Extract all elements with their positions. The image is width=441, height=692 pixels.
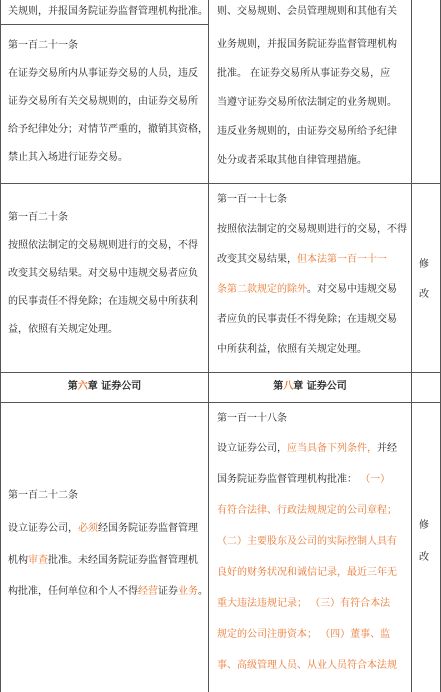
new-text-line: 重大违法违规记录； （三）有符合本法 <box>217 598 391 609</box>
change-note: 修 <box>419 259 429 270</box>
new-text-line: 批准。 在证券交易所从事证券交易，应 <box>217 68 391 79</box>
amended-text: 应当具备下列条件， <box>287 443 377 454</box>
old-text-line: 的民事责任不得免除；在违规交易中所获利 <box>8 296 198 307</box>
change-note: 改 <box>419 552 429 563</box>
amended-text: 必须 <box>78 523 98 534</box>
old-text-line: 给予纪律处分；对情节严重的，撤销其资格， <box>8 124 208 135</box>
new-chapter-cell <box>209 372 412 402</box>
new-chapter-heading <box>209 376 411 397</box>
text-span: 第 <box>273 381 284 392</box>
amended-text: 六 <box>77 381 88 392</box>
new-text-line: 则、交易规则、会员管理规则和其他有关 <box>217 6 397 17</box>
old-text-cell <box>0 402 209 692</box>
new-text-line: 规定的公司注册资本； （四）董事、监 <box>217 629 391 640</box>
new-text-line <box>217 469 407 490</box>
amended-text: 审查 <box>28 555 48 566</box>
text-span: 设立证券公司， <box>8 523 78 534</box>
old-text-line: 按照依法制定的交易规则进行的交易，不得 <box>8 240 198 251</box>
old-text-line <box>8 518 202 539</box>
old-article-number: 第一百二十一条 <box>8 40 78 51</box>
new-text-line <box>217 249 407 270</box>
old-text-line: 禁止其入场进行证券交易。 <box>8 152 128 163</box>
new-text-line: 业务规则，并报国务院证券监督管理机构 <box>217 39 397 50</box>
old-text-line: 证券交易所有关交易规则的，由证券交易所 <box>8 96 198 107</box>
text-span: 经国务院证券监督管理 <box>98 523 198 534</box>
amended-text: 业务 <box>178 586 198 597</box>
new-text-line: 良好的财务状况和诚信记录，最近三年无 <box>217 567 397 578</box>
text-span: 改变其交易结果， <box>217 254 297 265</box>
change-note: 修 <box>419 520 429 531</box>
new-text-cell <box>209 402 412 692</box>
new-text-line: （二）主要股东及公司的实际控制人具有 <box>217 536 397 547</box>
table-row <box>0 402 441 692</box>
amended-text: 经营 <box>138 586 158 597</box>
table-row <box>0 372 441 403</box>
note-cell <box>412 402 441 692</box>
amended-text: 条第二款规定的除外 <box>217 284 307 295</box>
old-text-line <box>8 550 202 571</box>
old-article-number: 第一百二十二条 <box>8 490 78 501</box>
old-text-cell <box>0 183 209 372</box>
text-span: 设立证券公司， <box>217 443 287 454</box>
table-row <box>0 183 441 373</box>
text-span: 。 <box>198 586 208 597</box>
new-article-number: 第一百一十七条 <box>217 194 287 205</box>
new-text-line: 当遵守证券交易所依法制定的业务规则。 <box>217 97 397 108</box>
text-span: 批准。未经国务院证券监督管理机 <box>48 555 198 566</box>
new-text-line <box>217 438 407 459</box>
text-span: 第 <box>67 381 78 392</box>
cell-divider <box>1 24 208 25</box>
old-chapter-cell <box>0 372 209 402</box>
text-span: 构批准，任何单位和个人不得 <box>8 586 138 597</box>
old-text-line: 在证券交易所内从事证券交易的人员，违反 <box>8 68 198 79</box>
old-text-line <box>8 581 208 602</box>
new-text-line <box>217 279 407 300</box>
new-text-line: 中所获利益，依照有关规定处理。 <box>217 344 367 355</box>
old-text-line: 关规则，并报国务院证券监督管理机构批准。 <box>8 6 208 17</box>
change-note: 改 <box>419 289 429 300</box>
new-text-line: 有符合法律、行政法规规定的公司章程； <box>217 505 397 516</box>
note-cell <box>412 0 441 183</box>
amended-text: 八 <box>283 381 294 392</box>
table-row <box>0 0 441 184</box>
text-span: 证券 <box>158 586 178 597</box>
old-text-line: 改变其交易结果。对交易中违规交易者应负 <box>8 268 198 279</box>
text-span: 国务院证券监督管理机构批准： <box>217 474 357 485</box>
new-text-line: 违反业务规则的，由证券交易所给予纪律 <box>217 126 397 137</box>
new-text-line: 处分或者采取其他自律管理措施。 <box>217 155 367 166</box>
note-cell <box>412 372 441 402</box>
text-span: 章 证券公司 <box>87 381 142 392</box>
old-chapter-heading <box>1 376 208 397</box>
new-text-line: 者应负的民事责任不得免除；在违规交易 <box>217 314 397 325</box>
old-text-line: 益，依照有关规定处理。 <box>8 324 118 335</box>
amended-text: （一） <box>360 474 391 485</box>
new-text-line: 按照依法制定的交易规则进行的交易，不得 <box>217 224 407 235</box>
old-article-number: 第一百二十条 <box>8 212 68 223</box>
text-span: 章 证券公司 <box>293 381 347 392</box>
new-article-number: 第一百一十八条 <box>217 413 287 424</box>
text-span: 。对交易中违规交易 <box>307 284 397 295</box>
amended-text: 但本法第一百一十一 <box>297 254 387 265</box>
text-span: 机构 <box>8 555 28 566</box>
new-text-line: 事、高级管理人员、从业人员符合本法规 <box>217 660 397 671</box>
note-cell <box>412 183 441 372</box>
text-span: 并经 <box>377 443 397 454</box>
new-text-cell <box>209 183 412 372</box>
new-text-cell <box>209 0 412 183</box>
old-text-cell <box>0 0 209 183</box>
